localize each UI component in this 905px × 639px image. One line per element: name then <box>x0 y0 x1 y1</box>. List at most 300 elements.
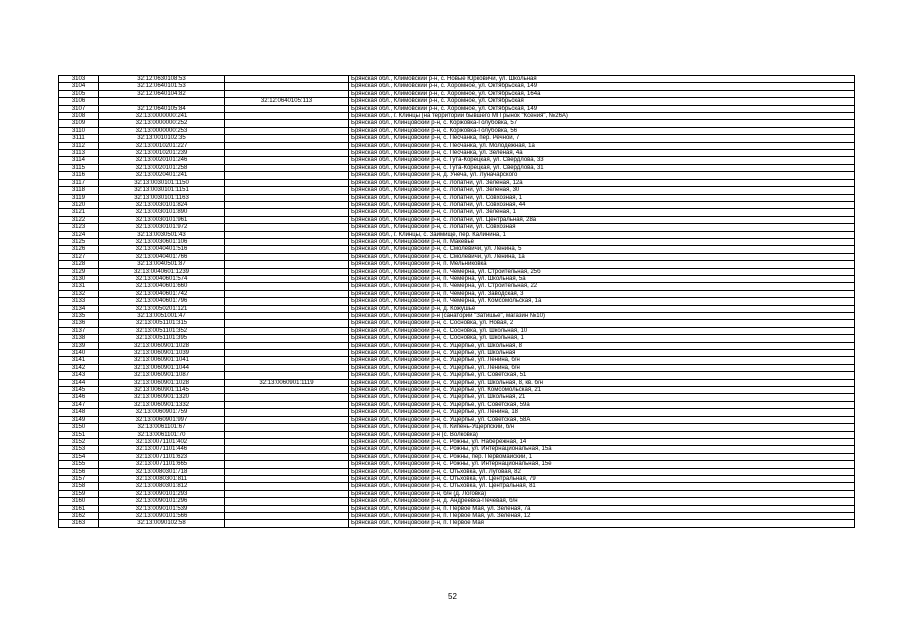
table-row <box>59 216 855 223</box>
row-number-cell: 3105 <box>59 90 99 97</box>
address-cell: Брянская обл., Клинцовский р-н, с. Ущерпье, ул. Советская, 59а <box>349 401 855 408</box>
address-cell: Брянская обл., Клинцовский р-н, с. Ущерпье, ул. Школьная <box>349 350 855 357</box>
address-cell: Брянская обл., Клинцовский р-н, б/н (д. Логовка) <box>349 490 855 497</box>
cadastral-number-cell: 32:13:0010102:35 <box>99 135 225 142</box>
row-number-cell: 3151 <box>59 431 99 438</box>
table-row <box>59 379 855 386</box>
row-number-cell: 3109 <box>59 120 99 127</box>
row-number-cell: 3127 <box>59 253 99 260</box>
table-row <box>59 387 855 394</box>
cadastral-number-2-cell <box>225 172 349 179</box>
cadastral-number-cell: 32:12:0640101:53 <box>99 83 225 90</box>
cadastral-number-cell: 32:13:0030101:1163 <box>99 194 225 201</box>
table-row <box>59 498 855 505</box>
cadastral-number-cell: 32:13:0000000:241 <box>99 113 225 120</box>
row-number-cell: 3157 <box>59 475 99 482</box>
table-row <box>59 98 855 105</box>
cadastral-number-2-cell <box>225 187 349 194</box>
table-row <box>59 438 855 445</box>
row-number-cell: 3120 <box>59 201 99 208</box>
cadastral-number-2-cell <box>225 483 349 490</box>
address-cell: Брянская обл., Клинцовский р-н, п. Мельниковка <box>349 261 855 268</box>
address-cell: Брянская обл., Клинцовский р-н, п. Чемерна, ул. Строительная, 22 <box>349 283 855 290</box>
table-row <box>59 335 855 342</box>
address-cell: Брянская обл., Клинцовский р-н, с. Сосновка, ул. Школьная, 1 <box>349 335 855 342</box>
cadastral-number-2-cell <box>225 350 349 357</box>
cadastral-number-cell: 32:13:0071101:446 <box>99 446 225 453</box>
row-number-cell: 3152 <box>59 438 99 445</box>
cadastral-number-2-cell <box>225 135 349 142</box>
row-number-cell: 3148 <box>59 409 99 416</box>
table-row <box>59 127 855 134</box>
cadastral-number-cell: 32:13:0080301:812 <box>99 483 225 490</box>
cadastral-number-2-cell <box>225 320 349 327</box>
row-number-cell: 3158 <box>59 483 99 490</box>
cadastral-number-2-cell <box>225 201 349 208</box>
table-row <box>59 90 855 97</box>
table-row <box>59 313 855 320</box>
address-cell: Брянская обл., Клинцовский р-н, п. Чемерна, ул. Комсомольская, 1а <box>349 298 855 305</box>
cadastral-number-2-cell <box>225 127 349 134</box>
cadastral-number-2-cell <box>225 394 349 401</box>
address-cell: Брянская обл., Клинцовский р-н, с. Рожны, пер. Первомайский, 1 <box>349 453 855 460</box>
table-row <box>59 461 855 468</box>
table-row <box>59 372 855 379</box>
table-row <box>59 520 855 527</box>
table-row <box>59 290 855 297</box>
address-cell: Брянская обл., Клинцовский р-н, с. Смолевичи, ул. Ленина, 1а <box>349 253 855 260</box>
row-number-cell: 3154 <box>59 453 99 460</box>
cadastral-number-cell: 32:13:0071101:665 <box>99 461 225 468</box>
cadastral-number-cell: 32:13:0060901:1145 <box>99 387 225 394</box>
cadastral-number-cell: 32:13:0090102:58 <box>99 520 225 527</box>
cadastral-number-cell: 32:13:0080301:811 <box>99 475 225 482</box>
address-cell: Брянская обл., Клинцовский р-н, с. Лопатни, ул. Совхозная, 1 <box>349 194 855 201</box>
table-row <box>59 246 855 253</box>
cadastral-number-cell: 32:12:0630108:53 <box>99 76 225 83</box>
address-cell: Брянская обл., Клинцовский р-н, с. Ущерпье, ул. Школьная, 8, кв. б/н <box>349 379 855 386</box>
cadastral-number-cell: 32:13:0040601:660 <box>99 283 225 290</box>
table-row <box>59 468 855 475</box>
row-number-cell: 3155 <box>59 461 99 468</box>
cadastral-number-2-cell <box>225 179 349 186</box>
table-row <box>59 431 855 438</box>
address-cell: Брянская обл., Клинцовский р-н, с. Ущерпье, ул. Советская, 51 <box>349 372 855 379</box>
row-number-cell: 3106 <box>59 98 99 105</box>
cadastral-number-cell: 32:13:0051101:315 <box>99 320 225 327</box>
row-number-cell: 3139 <box>59 342 99 349</box>
address-cell: Брянская обл., Климовский р-н, с. Хоромное, ул. Октябрьская, 149 <box>349 83 855 90</box>
cadastral-number-2-cell <box>225 357 349 364</box>
table-row <box>59 238 855 245</box>
cadastral-number-2-cell <box>225 253 349 260</box>
table-row <box>59 253 855 260</box>
address-cell: Брянская обл., Клинцовский р-н, п. Чемерна, ул. Строительная, 25б <box>349 268 855 275</box>
table-row <box>59 490 855 497</box>
address-cell: Брянская обл., Клинцовский р-н, с. Ущерпье, ул. Ленина, б/н <box>349 364 855 371</box>
address-cell: Брянская обл., Клинцовский р-н, с. Ущерпье, ул. Советская, 58А <box>349 416 855 423</box>
table-row <box>59 224 855 231</box>
cadastral-number-2-cell <box>225 120 349 127</box>
address-cell: Брянская обл., Клинцовский р-н, с. Песчанка, ул. Зеленая, 4а <box>349 150 855 157</box>
table-row <box>59 179 855 186</box>
row-number-cell: 3128 <box>59 261 99 268</box>
row-number-cell: 3108 <box>59 113 99 120</box>
cadastral-number-cell: 32:13:0071101:623 <box>99 453 225 460</box>
cadastral-number-cell: 32:13:0090101:539 <box>99 505 225 512</box>
table-row <box>59 350 855 357</box>
table-row <box>59 505 855 512</box>
row-number-cell: 3153 <box>59 446 99 453</box>
cadastral-number-2-cell <box>225 490 349 497</box>
cadastral-number-cell: 32:13:0010201:227 <box>99 142 225 149</box>
cadastral-number-cell: 32:13:0040401:516 <box>99 246 225 253</box>
address-cell: Брянская обл., Клинцовский р-н, п. Чемерна, ул. Заводская, 3 <box>349 290 855 297</box>
cadastral-number-2-cell <box>225 261 349 268</box>
table-row <box>59 135 855 142</box>
row-number-cell: 3146 <box>59 394 99 401</box>
row-number-cell: 3114 <box>59 157 99 164</box>
row-number-cell: 3143 <box>59 372 99 379</box>
cadastral-number-2-cell <box>225 424 349 431</box>
cadastral-number-cell: 32:13:0030101:961 <box>99 216 225 223</box>
row-number-cell: 3104 <box>59 83 99 90</box>
cadastral-number-cell: 32:13:0071101:402 <box>99 438 225 445</box>
cadastral-number-2-cell <box>225 83 349 90</box>
table-row <box>59 327 855 334</box>
cadastral-number-2-cell <box>225 305 349 312</box>
cadastral-number-cell: 32:13:0030101:1150 <box>99 179 225 186</box>
row-number-cell: 3121 <box>59 209 99 216</box>
row-number-cell: 3115 <box>59 164 99 171</box>
address-cell: Брянская обл., Клинцовский р-н, с. Лопатни, ул. Зеленая, 30 <box>349 187 855 194</box>
table-row <box>59 409 855 416</box>
cadastral-number-cell: 32:13:0030101:890 <box>99 209 225 216</box>
cadastral-number-cell: 32:13:0060901:1044 <box>99 364 225 371</box>
table-row <box>59 150 855 157</box>
address-cell: Брянская обл., Клинцовский р-н, с. Отьховка, ул. Луговая, 82 <box>349 468 855 475</box>
table-row <box>59 105 855 112</box>
table-row <box>59 209 855 216</box>
cadastral-number-cell: 32:13:0020401:241 <box>99 172 225 179</box>
cadastral-number-2-cell <box>225 431 349 438</box>
row-number-cell: 3130 <box>59 275 99 282</box>
row-number-cell: 3140 <box>59 350 99 357</box>
registry-table-body <box>59 76 855 528</box>
cadastral-number-2-cell <box>225 164 349 171</box>
table-row <box>59 394 855 401</box>
cadastral-number-cell: 32:13:0060901:1039 <box>99 350 225 357</box>
cadastral-number-2-cell <box>225 268 349 275</box>
table-row <box>59 416 855 423</box>
row-number-cell: 3111 <box>59 135 99 142</box>
row-number-cell: 3137 <box>59 327 99 334</box>
row-number-cell: 3123 <box>59 224 99 231</box>
cadastral-number-cell: 32:12:0640105:84 <box>99 105 225 112</box>
cadastral-number-2-cell: 32:13:0060901:1119 <box>225 379 349 386</box>
cadastral-number-2-cell: 32:12:0640105:113 <box>225 98 349 105</box>
cadastral-number-cell: 32:13:0010201:239 <box>99 150 225 157</box>
address-cell: Брянская обл., Клинцовский р-н, с. Коржовка-Голубовка, 57 <box>349 120 855 127</box>
row-number-cell: 3149 <box>59 416 99 423</box>
cadastral-number-cell: 32:13:0040601:1239 <box>99 268 225 275</box>
address-cell: Брянская обл., Клинцовский р-н, с. Смолевичи, ул. Ленина, 5 <box>349 246 855 253</box>
address-cell: Брянская обл., Клинцовский р-н, с. Лопатни, ул. Совхозная <box>349 224 855 231</box>
cadastral-number-2-cell <box>225 387 349 394</box>
row-number-cell: 3122 <box>59 216 99 223</box>
table-row <box>59 475 855 482</box>
address-cell: Брянская обл., Климовский р-н, с. Хоромное, ул. Октябрьская, 149 <box>349 105 855 112</box>
cadastral-number-cell: 32:13:0030101:1151 <box>99 187 225 194</box>
address-cell: Брянская обл., Клинцовский р-н, с. Лопатни, ул. Центральная, 28а <box>349 216 855 223</box>
row-number-cell: 3162 <box>59 512 99 519</box>
table-row <box>59 113 855 120</box>
address-cell: Брянская обл., Клинцовский р-н, с. Ущерпье, ул. Ленина, 18 <box>349 409 855 416</box>
cadastral-number-cell: 32:13:0060901:759 <box>99 409 225 416</box>
table-row <box>59 164 855 171</box>
cadastral-number-cell: 32:13:0040401:766 <box>99 253 225 260</box>
table-row <box>59 201 855 208</box>
table-row <box>59 298 855 305</box>
cadastral-number-2-cell <box>225 216 349 223</box>
cadastral-number-cell: 32:13:0061101:70 <box>99 431 225 438</box>
cadastral-number-cell: 32:13:0060901:1320 <box>99 394 225 401</box>
cadastral-number-cell: 32:13:0090101:293 <box>99 490 225 497</box>
cadastral-number-2-cell <box>225 150 349 157</box>
table-row <box>59 512 855 519</box>
cadastral-number-2-cell <box>225 76 349 83</box>
address-cell: Брянская обл., Клинцовский р-н, с. Коржовка-Голубовка, 56 <box>349 127 855 134</box>
cadastral-number-cell: 32:13:0051001:47 <box>99 313 225 320</box>
cadastral-number-2-cell <box>225 512 349 519</box>
row-number-cell: 3134 <box>59 305 99 312</box>
cadastral-number-2-cell <box>225 498 349 505</box>
table-row <box>59 187 855 194</box>
row-number-cell: 3156 <box>59 468 99 475</box>
row-number-cell: 3129 <box>59 268 99 275</box>
table-row <box>59 305 855 312</box>
table-row <box>59 424 855 431</box>
cadastral-number-2-cell <box>225 468 349 475</box>
table-row <box>59 83 855 90</box>
cadastral-number-cell: 32:13:0060901:997 <box>99 416 225 423</box>
table-row <box>59 364 855 371</box>
address-cell: Брянская обл., Клинцовский р-н, д. Унеча, ул. Луначарского <box>349 172 855 179</box>
table-row <box>59 401 855 408</box>
table-row <box>59 446 855 453</box>
cadastral-number-2-cell <box>225 113 349 120</box>
cadastral-number-cell: 32:13:0040501:87 <box>99 261 225 268</box>
address-cell: Брянская обл., Клинцовский р-н, д. Кожушье <box>349 305 855 312</box>
cadastral-number-2-cell <box>225 438 349 445</box>
cadastral-number-2-cell <box>225 298 349 305</box>
cadastral-number-cell: 32:13:0061101:67 <box>99 424 225 431</box>
address-cell: Брянская обл., Клинцовский р-н, с. Отьховка, ул. Центральная, 81 <box>349 483 855 490</box>
row-number-cell: 3107 <box>59 105 99 112</box>
cadastral-number-2-cell <box>225 157 349 164</box>
cadastral-number-cell: 32:13:0030501:43 <box>99 231 225 238</box>
address-cell: Брянская обл., Клинцовский р-н, с. Рожны, ул. Набережная, 14 <box>349 438 855 445</box>
row-number-cell: 3142 <box>59 364 99 371</box>
cadastral-number-2-cell <box>225 520 349 527</box>
row-number-cell: 3125 <box>59 238 99 245</box>
cadastral-number-2-cell <box>225 372 349 379</box>
cadastral-number-2-cell <box>225 335 349 342</box>
cadastral-number-2-cell <box>225 275 349 282</box>
row-number-cell: 3150 <box>59 424 99 431</box>
table-row <box>59 231 855 238</box>
cadastral-number-2-cell <box>225 290 349 297</box>
address-cell: Брянская обл., Климовский р-н, с. Хоромное, ул. Октябрьская <box>349 98 855 105</box>
cadastral-number-2-cell <box>225 313 349 320</box>
row-number-cell: 3163 <box>59 520 99 527</box>
cadastral-number-cell: 32:13:0040601:742 <box>99 290 225 297</box>
cadastral-number-cell: 32:13:0051101:395 <box>99 335 225 342</box>
address-cell: Брянская обл., Клинцовский р-н, с. Рожны, ул. Интернациональная, 15е <box>349 461 855 468</box>
cadastral-number-2-cell <box>225 505 349 512</box>
cadastral-number-cell: 32:13:0040601:574 <box>99 275 225 282</box>
address-cell: Брянская обл., Клинцовский р-н, п. Первое Мая, ул. Зеленая, 7а <box>349 505 855 512</box>
row-number-cell: 3160 <box>59 498 99 505</box>
cadastral-number-cell: 32:13:0051101:352 <box>99 327 225 334</box>
cadastral-number-2-cell <box>225 90 349 97</box>
cadastral-number-cell: 32:13:0000000:252 <box>99 120 225 127</box>
address-cell: Брянская обл., г. Клинцы (на территории бывшего МП рынок "Ксения", №26А) <box>349 113 855 120</box>
address-cell: Брянская обл., Климовский р-н, с. Хоромное, ул. Октябрьская, 164а <box>349 90 855 97</box>
row-number-cell: 3138 <box>59 335 99 342</box>
row-number-cell: 3113 <box>59 150 99 157</box>
address-cell: Брянская обл., Клинцовский р-н, с. Лопатни, ул. Зеленая, 1 <box>349 209 855 216</box>
cadastral-number-cell: 32:13:0030101:972 <box>99 224 225 231</box>
row-number-cell: 3133 <box>59 298 99 305</box>
cadastral-number-cell: 32:13:0080301:718 <box>99 468 225 475</box>
cadastral-number-cell: 32:13:0050201:121 <box>99 305 225 312</box>
cadastral-number-2-cell <box>225 105 349 112</box>
page-number: 52 <box>448 592 457 601</box>
table-row <box>59 194 855 201</box>
table-row <box>59 172 855 179</box>
row-number-cell: 3118 <box>59 187 99 194</box>
row-number-cell: 3110 <box>59 127 99 134</box>
registry-table-container <box>58 75 854 528</box>
row-number-cell: 3112 <box>59 142 99 149</box>
cadastral-number-cell: 32:13:0060901:1332 <box>99 401 225 408</box>
cadastral-number-2-cell <box>225 401 349 408</box>
cadastral-number-cell: 32:13:0090101:566 <box>99 512 225 519</box>
cadastral-number-2-cell <box>225 224 349 231</box>
cadastral-number-cell: 32:13:0060901:1087 <box>99 372 225 379</box>
cadastral-number-2-cell <box>225 416 349 423</box>
address-cell: Брянская обл., Клинцовский р-н, с. Гута-Корецкая, ул. Свердлова, 33 <box>349 157 855 164</box>
cadastral-number-cell: 32:13:0060901:1041 <box>99 357 225 364</box>
address-cell: Брянская обл., Клинцовский р-н, с. Лопатни, ул. Совхозная, 44 <box>349 201 855 208</box>
cadastral-number-2-cell <box>225 246 349 253</box>
address-cell: Брянская обл., Клинцовский р-н, с. Ущерпье, ул. Ленина, б/н <box>349 357 855 364</box>
row-number-cell: 3159 <box>59 490 99 497</box>
address-cell: Брянская обл., Клинцовский р-н, с. Лопатни, ул. Зеленая, 12а <box>349 179 855 186</box>
cadastral-number-2-cell <box>225 238 349 245</box>
table-row <box>59 483 855 490</box>
table-row <box>59 320 855 327</box>
cadastral-number-cell: 32:13:0040601:796 <box>99 298 225 305</box>
address-cell: Брянская обл., Клинцовский р-н, п. Чемерна, ул. Школьная, 5а <box>349 275 855 282</box>
cadastral-number-cell: 32:13:0030101:824 <box>99 201 225 208</box>
table-row <box>59 453 855 460</box>
cadastral-number-2-cell <box>225 342 349 349</box>
address-cell: Брянская обл., Клинцовский р-н (с. Волковка) <box>349 431 855 438</box>
address-cell: Брянская обл., Клинцовский р-н, с. Ущерпье, ул. Комсомольская, 21 <box>349 387 855 394</box>
address-cell: Брянская обл., Клинцовский р-н, д. Андреевка-Печевая, б/н <box>349 498 855 505</box>
row-number-cell: 3119 <box>59 194 99 201</box>
row-number-cell: 3126 <box>59 246 99 253</box>
cadastral-number-2-cell <box>225 461 349 468</box>
address-cell: Брянская обл., Клинцовский р-н (санаторий "Затишье", магазин №10) <box>349 313 855 320</box>
table-row <box>59 261 855 268</box>
cadastral-number-cell: 32:13:0030601:106 <box>99 238 225 245</box>
address-cell: Брянская обл., Клинцовский р-н, с. Песчанка, пер. Речной, 7 <box>349 135 855 142</box>
cadastral-number-2-cell <box>225 364 349 371</box>
address-cell: Брянская обл., Клинцовский р-н, с. Ущерпье, ул. Школьная, 8 <box>349 342 855 349</box>
table-row <box>59 157 855 164</box>
cadastral-number-2-cell <box>225 409 349 416</box>
cadastral-number-2-cell <box>225 475 349 482</box>
cadastral-number-cell: 32:13:0020101:246 <box>99 157 225 164</box>
row-number-cell: 3135 <box>59 313 99 320</box>
row-number-cell: 3145 <box>59 387 99 394</box>
address-cell: Брянская обл., Клинцовский р-н, с. Сосновка, ул. Школьная, 10 <box>349 327 855 334</box>
cadastral-number-2-cell <box>225 231 349 238</box>
table-row <box>59 357 855 364</box>
row-number-cell: 3116 <box>59 172 99 179</box>
row-number-cell: 3136 <box>59 320 99 327</box>
row-number-cell: 3147 <box>59 401 99 408</box>
cadastral-number-cell: 32:13:0060901:1028 <box>99 342 225 349</box>
address-cell: Брянская обл., Клинцовский р-н, с. Сосновка, ул. Новая, 2 <box>349 320 855 327</box>
row-number-cell: 3161 <box>59 505 99 512</box>
row-number-cell: 3103 <box>59 76 99 83</box>
table-row <box>59 120 855 127</box>
address-cell: Брянская обл., Клинцовский р-н, п. Первое Мая, ул. Зеленая, 12 <box>349 512 855 519</box>
cadastral-number-cell <box>99 98 225 105</box>
table-row <box>59 342 855 349</box>
cadastral-number-2-cell <box>225 283 349 290</box>
cadastral-number-cell: 32:13:0060901:1028 <box>99 379 225 386</box>
cadastral-number-cell: 32:12:0640104:82 <box>99 90 225 97</box>
row-number-cell: 3117 <box>59 179 99 186</box>
cadastral-number-cell: 32:13:0090101:296 <box>99 498 225 505</box>
row-number-cell: 3124 <box>59 231 99 238</box>
address-cell: Брянская обл., Клинцовский р-н, п. Первое Мая <box>349 520 855 527</box>
row-number-cell: 3144 <box>59 379 99 386</box>
row-number-cell: 3141 <box>59 357 99 364</box>
row-number-cell: 3131 <box>59 283 99 290</box>
cadastral-number-2-cell <box>225 194 349 201</box>
table-row <box>59 268 855 275</box>
registry-table <box>58 75 855 528</box>
cadastral-number-2-cell <box>225 446 349 453</box>
address-cell: Брянская обл., Клинцовский р-н, п. Макевье <box>349 238 855 245</box>
address-cell: Брянская обл., Клинцовский р-н, п. Кипень-Ущерпский, б/н <box>349 424 855 431</box>
cadastral-number-2-cell <box>225 142 349 149</box>
address-cell: Брянская обл., Клинцовский р-н, с. Отьховка, ул. Центральная, 79 <box>349 475 855 482</box>
address-cell: Брянская обл., Клинцовский р-н, с. Ущерпье, ул. Школьная, 21 <box>349 394 855 401</box>
table-row <box>59 275 855 282</box>
table-row <box>59 142 855 149</box>
cadastral-number-cell: 32:13:0000000:253 <box>99 127 225 134</box>
address-cell: Брянская обл., Клинцовский р-н, с. Песчанка, ул. Молодежная, 1а <box>349 142 855 149</box>
address-cell: Брянская обл., Клинцовский р-н, с. Гута-Корецкая, ул. Свердлова, 31 <box>349 164 855 171</box>
table-row <box>59 283 855 290</box>
